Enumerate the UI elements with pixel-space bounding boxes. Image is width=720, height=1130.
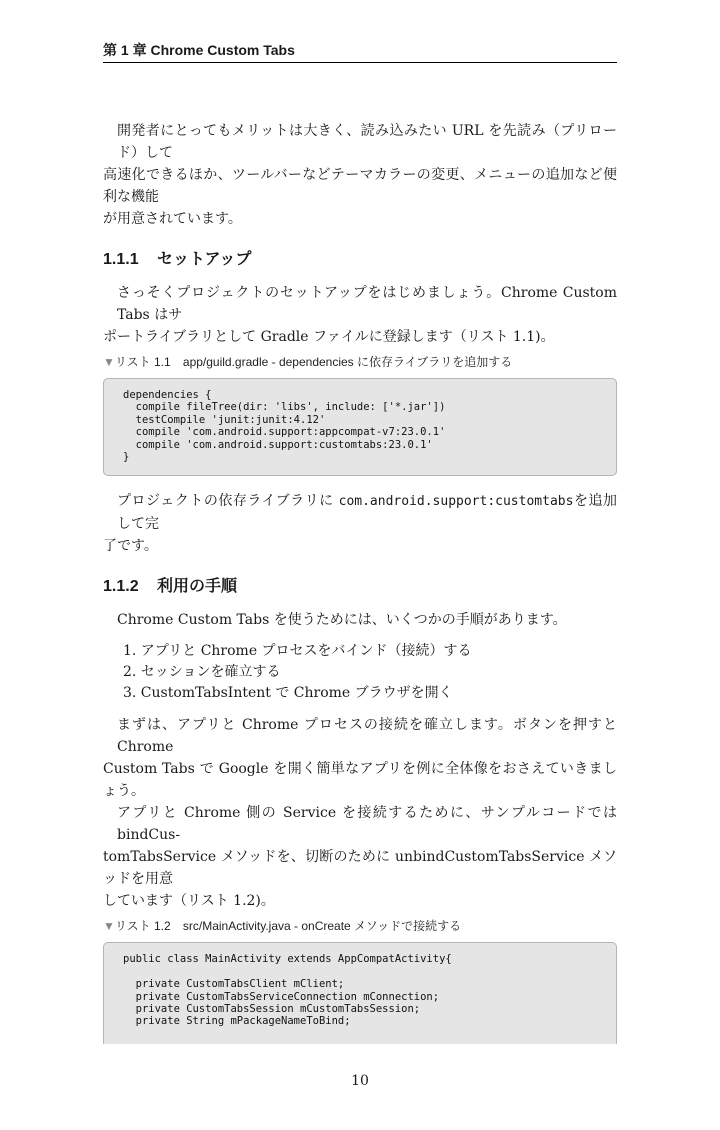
paragraph-line: さっそくプロジェクトのセットアップをはじめましょう。Chrome Custom Tabs はサ xyxy=(117,285,617,323)
page xyxy=(103,0,617,1130)
paragraph-line xyxy=(103,490,617,535)
paragraph-line: ポートライブラリとして Gradle ファイルに登録します（リスト 1.1)。 xyxy=(103,329,555,345)
listing-label: リスト 1.1 xyxy=(114,355,171,369)
paragraph xyxy=(103,609,617,631)
section-heading-procedure xyxy=(103,577,617,597)
paragraph-line: しています（リスト 1.2)。 xyxy=(103,893,275,910)
steps-list xyxy=(103,641,617,704)
list-item: 3. CustomTabsIntent で Chrome ブラウザを開く xyxy=(123,685,453,702)
paragraph-line: Custom Tabs で Google を開く簡単なアプリを例に全体像をおさえていきましょう。 xyxy=(103,761,617,800)
chapter-header: 第 1 章 Chrome Custom Tabs xyxy=(103,41,617,63)
code-text: dependencies { compile fileTree(dir: 'libs', include: ['*.jar']) testCompile 'junit:junit:4.12' compile 'com.android.support:appcompat-v7:23.0.1' compile 'com.android.support:customtabs:23.0.1' } xyxy=(123,389,446,464)
listing-label: リスト 1.2 xyxy=(114,919,171,934)
listing-caption-text: src/MainActivity.java - onCreate メソッドで接続する xyxy=(182,919,462,934)
paragraph-line: 高速化できるほか、ツールバーなどテーマカラーの変更、メニューの追加など便利な機能 xyxy=(103,167,617,205)
code-text: public class MainActivity extends AppCompatActivity{ private CustomTabsClient mClient; private CustomTabsServiceConnection mConnection; private CustomTabsSession mCustomTabsSession; private String mPackageNameToBind; xyxy=(123,953,452,1028)
listing-caption-text: app/guild.gradle - dependencies に依存ライブラリを追加する xyxy=(182,355,513,369)
text: を追加して完 xyxy=(117,493,617,533)
code-listing-1 xyxy=(103,378,617,476)
paragraph-line: 開発者にとってもメリットは大きく、読み込みたい URL を先読み（プリロード）して xyxy=(117,123,617,161)
section-title: セットアップ xyxy=(157,251,252,268)
listing-caption xyxy=(103,354,617,370)
paragraph xyxy=(103,802,617,912)
text: プロジェクトの依存ライブラリに xyxy=(117,493,339,510)
code-listing-2 xyxy=(103,942,617,1043)
page-number: 10 xyxy=(351,1072,369,1089)
list-item: 1. アプリと Chrome プロセスをバインド（接続）する xyxy=(123,643,472,660)
paragraph-line: 了です。 xyxy=(103,538,158,555)
section-heading-setup xyxy=(103,250,617,270)
listing-caption xyxy=(103,918,617,934)
triangle-marker-icon: ▼ xyxy=(103,355,115,369)
paragraph-line: アプリと Chrome 側の Service を接続するために、サンプルコードでは bindCus- xyxy=(117,805,617,844)
paragraph xyxy=(103,120,617,230)
paragraph xyxy=(103,490,617,557)
paragraph xyxy=(103,282,617,348)
section-number: 1.1.2 xyxy=(103,578,139,596)
list-item: 2. セッションを確立する xyxy=(123,664,281,681)
paragraph-line: tomTabsService メソッドを、切断のために unbindCustomTabsService メソッドを用意 xyxy=(103,849,617,888)
paragraph-line: まずは、アプリと Chrome プロセスの接続を確立します。ボタンを押すと Chrome xyxy=(117,717,617,756)
paragraph-line: Chrome Custom Tabs を使うためには、いくつかの手順があります。 xyxy=(117,612,567,629)
paragraph-line: が用意されています。 xyxy=(103,211,242,227)
section-number: 1.1.1 xyxy=(103,251,139,268)
triangle-marker-icon: ▼ xyxy=(103,919,115,934)
section-title: 利用の手順 xyxy=(157,578,238,596)
inline-code: com.android.support:customtabs xyxy=(338,494,574,510)
paragraph xyxy=(103,714,617,802)
